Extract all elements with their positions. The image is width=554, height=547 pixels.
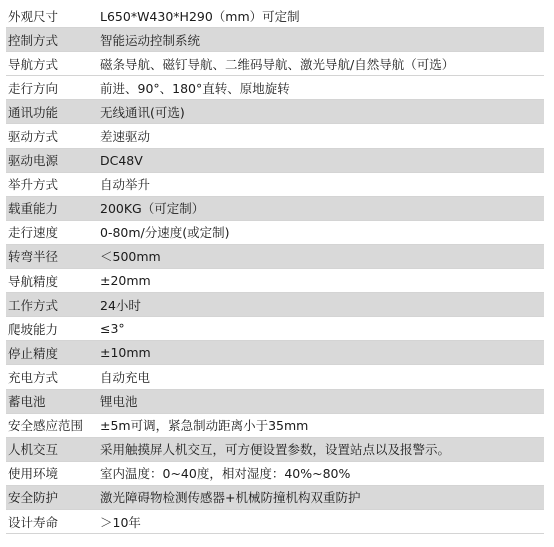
spec-row: [6, 462, 544, 486]
spec-label: 外观尺寸: [8, 8, 59, 24]
spec-label: 爬坡能力: [8, 321, 59, 337]
spec-value: ±10mm: [100, 345, 151, 361]
spec-value: 差速驱动: [100, 129, 151, 145]
spec-row: [6, 197, 544, 221]
spec-row: [6, 245, 544, 269]
spec-label: 人机交互: [8, 442, 59, 458]
spec-label: 载重能力: [8, 201, 59, 217]
spec-row: [6, 365, 544, 389]
spec-value: 无线通讯(可选): [100, 104, 185, 120]
spec-value: ±5m可调，紧急制动距离小于35mm: [100, 418, 309, 434]
spec-row: [6, 510, 544, 534]
spec-value: 采用触摸屏人机交互，可方便设置参数，设置站点以及报警示。: [100, 442, 451, 458]
spec-value: 24小时: [100, 297, 141, 313]
spec-label: 导航精度: [8, 273, 59, 289]
spec-label: 走行方向: [8, 80, 59, 96]
spec-value: 前进、90°、180°直转、原地旋转: [100, 80, 290, 96]
spec-row: [6, 173, 544, 197]
spec-value: ＜500mm: [100, 249, 161, 265]
spec-label: 安全防护: [8, 490, 59, 506]
spec-label: 驱动方式: [8, 129, 59, 145]
spec-row: [6, 221, 544, 245]
spec-label: 安全感应范围: [8, 418, 84, 434]
spec-value: DC48V: [100, 152, 143, 168]
spec-row: [6, 293, 544, 317]
spec-value: ≤3°: [100, 321, 125, 337]
spec-row: [6, 4, 544, 28]
spec-row: [6, 341, 544, 365]
spec-row: [6, 390, 544, 414]
spec-value: 自动举升: [100, 177, 151, 193]
spec-label: 蓄电池: [8, 394, 46, 410]
spec-value: 200KG（可定制）: [100, 201, 205, 217]
spec-row: [6, 149, 544, 173]
spec-row: [6, 100, 544, 124]
spec-label: 导航方式: [8, 56, 59, 72]
spec-label: 使用环境: [8, 466, 59, 482]
spec-value: 室内温度：0~40度，相对湿度：40%~80%: [100, 466, 351, 482]
spec-value: L650*W430*H290（mm）可定制: [100, 8, 300, 24]
spec-label: 举升方式: [8, 177, 59, 193]
spec-label: 控制方式: [8, 32, 59, 48]
spec-value: 磁条导航、磁钉导航、二维码导航、激光导航/自然导航（可选）: [100, 56, 455, 72]
spec-table: [6, 4, 544, 534]
spec-label: 驱动电源: [8, 153, 59, 169]
spec-label: 停止精度: [8, 345, 59, 361]
spec-row: [6, 28, 544, 52]
spec-row: [6, 269, 544, 293]
spec-row: [6, 438, 544, 462]
spec-row: [6, 317, 544, 341]
spec-value: 自动充电: [100, 369, 151, 385]
spec-value: ±20mm: [100, 273, 151, 289]
spec-row: [6, 52, 544, 76]
spec-label: 工作方式: [8, 297, 59, 313]
spec-label: 通讯功能: [8, 104, 59, 120]
spec-value: 激光障碍物检测传感器+机械防撞机构双重防护: [100, 490, 361, 506]
spec-value: ＞10年: [100, 514, 141, 530]
spec-row: [6, 486, 544, 510]
spec-label: 转弯半径: [8, 249, 59, 265]
spec-value: 锂电池: [100, 394, 138, 410]
spec-value: 0-80m/分速度(或定制): [100, 225, 230, 241]
spec-row: [6, 414, 544, 438]
spec-row: [6, 124, 544, 148]
spec-label: 走行速度: [8, 225, 59, 241]
spec-label: 充电方式: [8, 369, 59, 385]
spec-label: 设计寿命: [8, 514, 59, 530]
spec-row: [6, 76, 544, 100]
spec-value: 智能运动控制系统: [100, 32, 201, 48]
